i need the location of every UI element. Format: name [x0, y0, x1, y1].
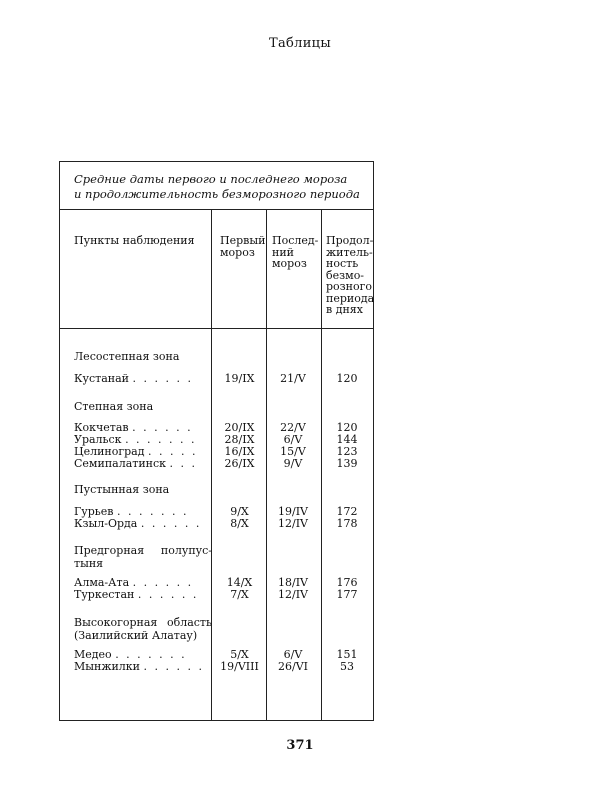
caption-line-2: и продолжительность безморозного периода — [74, 187, 360, 201]
last-frost-cell: 21/V — [280, 372, 306, 385]
last-frost-cell: 19/IV — [278, 505, 308, 518]
duration-cell: 178 — [336, 517, 358, 530]
duration-cell: 120 — [336, 421, 358, 434]
station-name: Уральск . . . . . . . — [74, 433, 197, 446]
first-frost-cell: 19/VIII — [220, 660, 259, 673]
zone-label-line-2: тыня — [74, 557, 104, 570]
duration-cell: 151 — [336, 648, 358, 661]
station-name: Алма-Ата . . . . . . — [74, 576, 194, 589]
first-frost-cell: 19/IX — [224, 372, 255, 385]
zone-label: Лесостепная зона — [74, 350, 180, 363]
duration-cell: 53 — [340, 660, 354, 673]
page-header: Таблицы — [269, 36, 331, 51]
first-frost-cell: 9/X — [230, 505, 249, 518]
frost-table — [59, 161, 374, 721]
first-frost-cell: 28/IX — [224, 433, 255, 446]
duration-cell: 176 — [336, 576, 358, 589]
last-frost-cell: 22/V — [280, 421, 306, 434]
duration-cell: 123 — [336, 445, 358, 458]
header-bottom-rule — [60, 328, 373, 329]
first-frost-cell: 14/X — [226, 576, 253, 589]
last-frost-cell: 26/VI — [278, 660, 308, 673]
zone-label-line-1: Высокогорная область — [74, 616, 212, 629]
header-top-rule — [60, 209, 373, 210]
first-frost-cell: 26/IX — [224, 457, 255, 470]
last-frost-cell: 12/IV — [278, 517, 308, 530]
last-frost-cell: 9/V — [283, 457, 303, 470]
last-frost-cell: 15/V — [280, 445, 306, 458]
duration-cell: 172 — [336, 505, 358, 518]
duration-cell: 139 — [336, 457, 358, 470]
duration-cell: 120 — [336, 372, 358, 385]
station-name: Кустанай . . . . . . — [74, 372, 193, 385]
col-header-last-frost: Послед- ний мороз — [272, 234, 319, 270]
duration-cell: 144 — [336, 433, 358, 446]
station-name: Медео . . . . . . . — [74, 648, 187, 661]
station-name: Целиноград . . . . . — [74, 445, 198, 458]
last-frost-cell: 6/V — [283, 648, 303, 661]
col-header-station: Пункты наблюдения — [74, 234, 195, 247]
caption-line-1: Средние даты первого и последнего мороза — [74, 172, 348, 186]
station-name: Гурьев . . . . . . . — [74, 505, 189, 518]
col-header-first-frost: Первый мороз — [220, 234, 266, 259]
table-caption — [74, 172, 369, 202]
station-name: Мынжилки . . . . . . — [74, 660, 204, 673]
zone-label: Пустынная зона — [74, 483, 170, 496]
first-frost-cell: 20/IX — [224, 421, 255, 434]
last-frost-cell: 12/IV — [278, 588, 308, 601]
station-name: Семипалатинск . . . — [74, 457, 198, 470]
station-name: Кзыл-Орда . . . . . . — [74, 517, 202, 530]
first-frost-cell: 7/X — [230, 588, 249, 601]
zone-label-line-1: Предгорная полупус- — [74, 544, 212, 557]
last-frost-cell: 6/V — [283, 433, 303, 446]
last-frost-cell: 18/IV — [278, 576, 308, 589]
first-frost-cell: 5/X — [230, 648, 249, 661]
zone-label-line-2: (Заилийский Алатау) — [74, 629, 198, 642]
page-number: 371 — [286, 738, 314, 753]
station-name: Туркестан . . . . . . — [74, 588, 199, 601]
col-header-duration: Продол- житель- ность безмо- розного периода в днях — [326, 234, 375, 316]
station-name: Кокчетав . . . . . . — [74, 421, 193, 434]
first-frost-cell: 8/X — [230, 517, 249, 530]
duration-cell: 177 — [336, 588, 358, 601]
first-frost-cell: 16/IX — [224, 445, 255, 458]
zone-label: Степная зона — [74, 400, 154, 413]
